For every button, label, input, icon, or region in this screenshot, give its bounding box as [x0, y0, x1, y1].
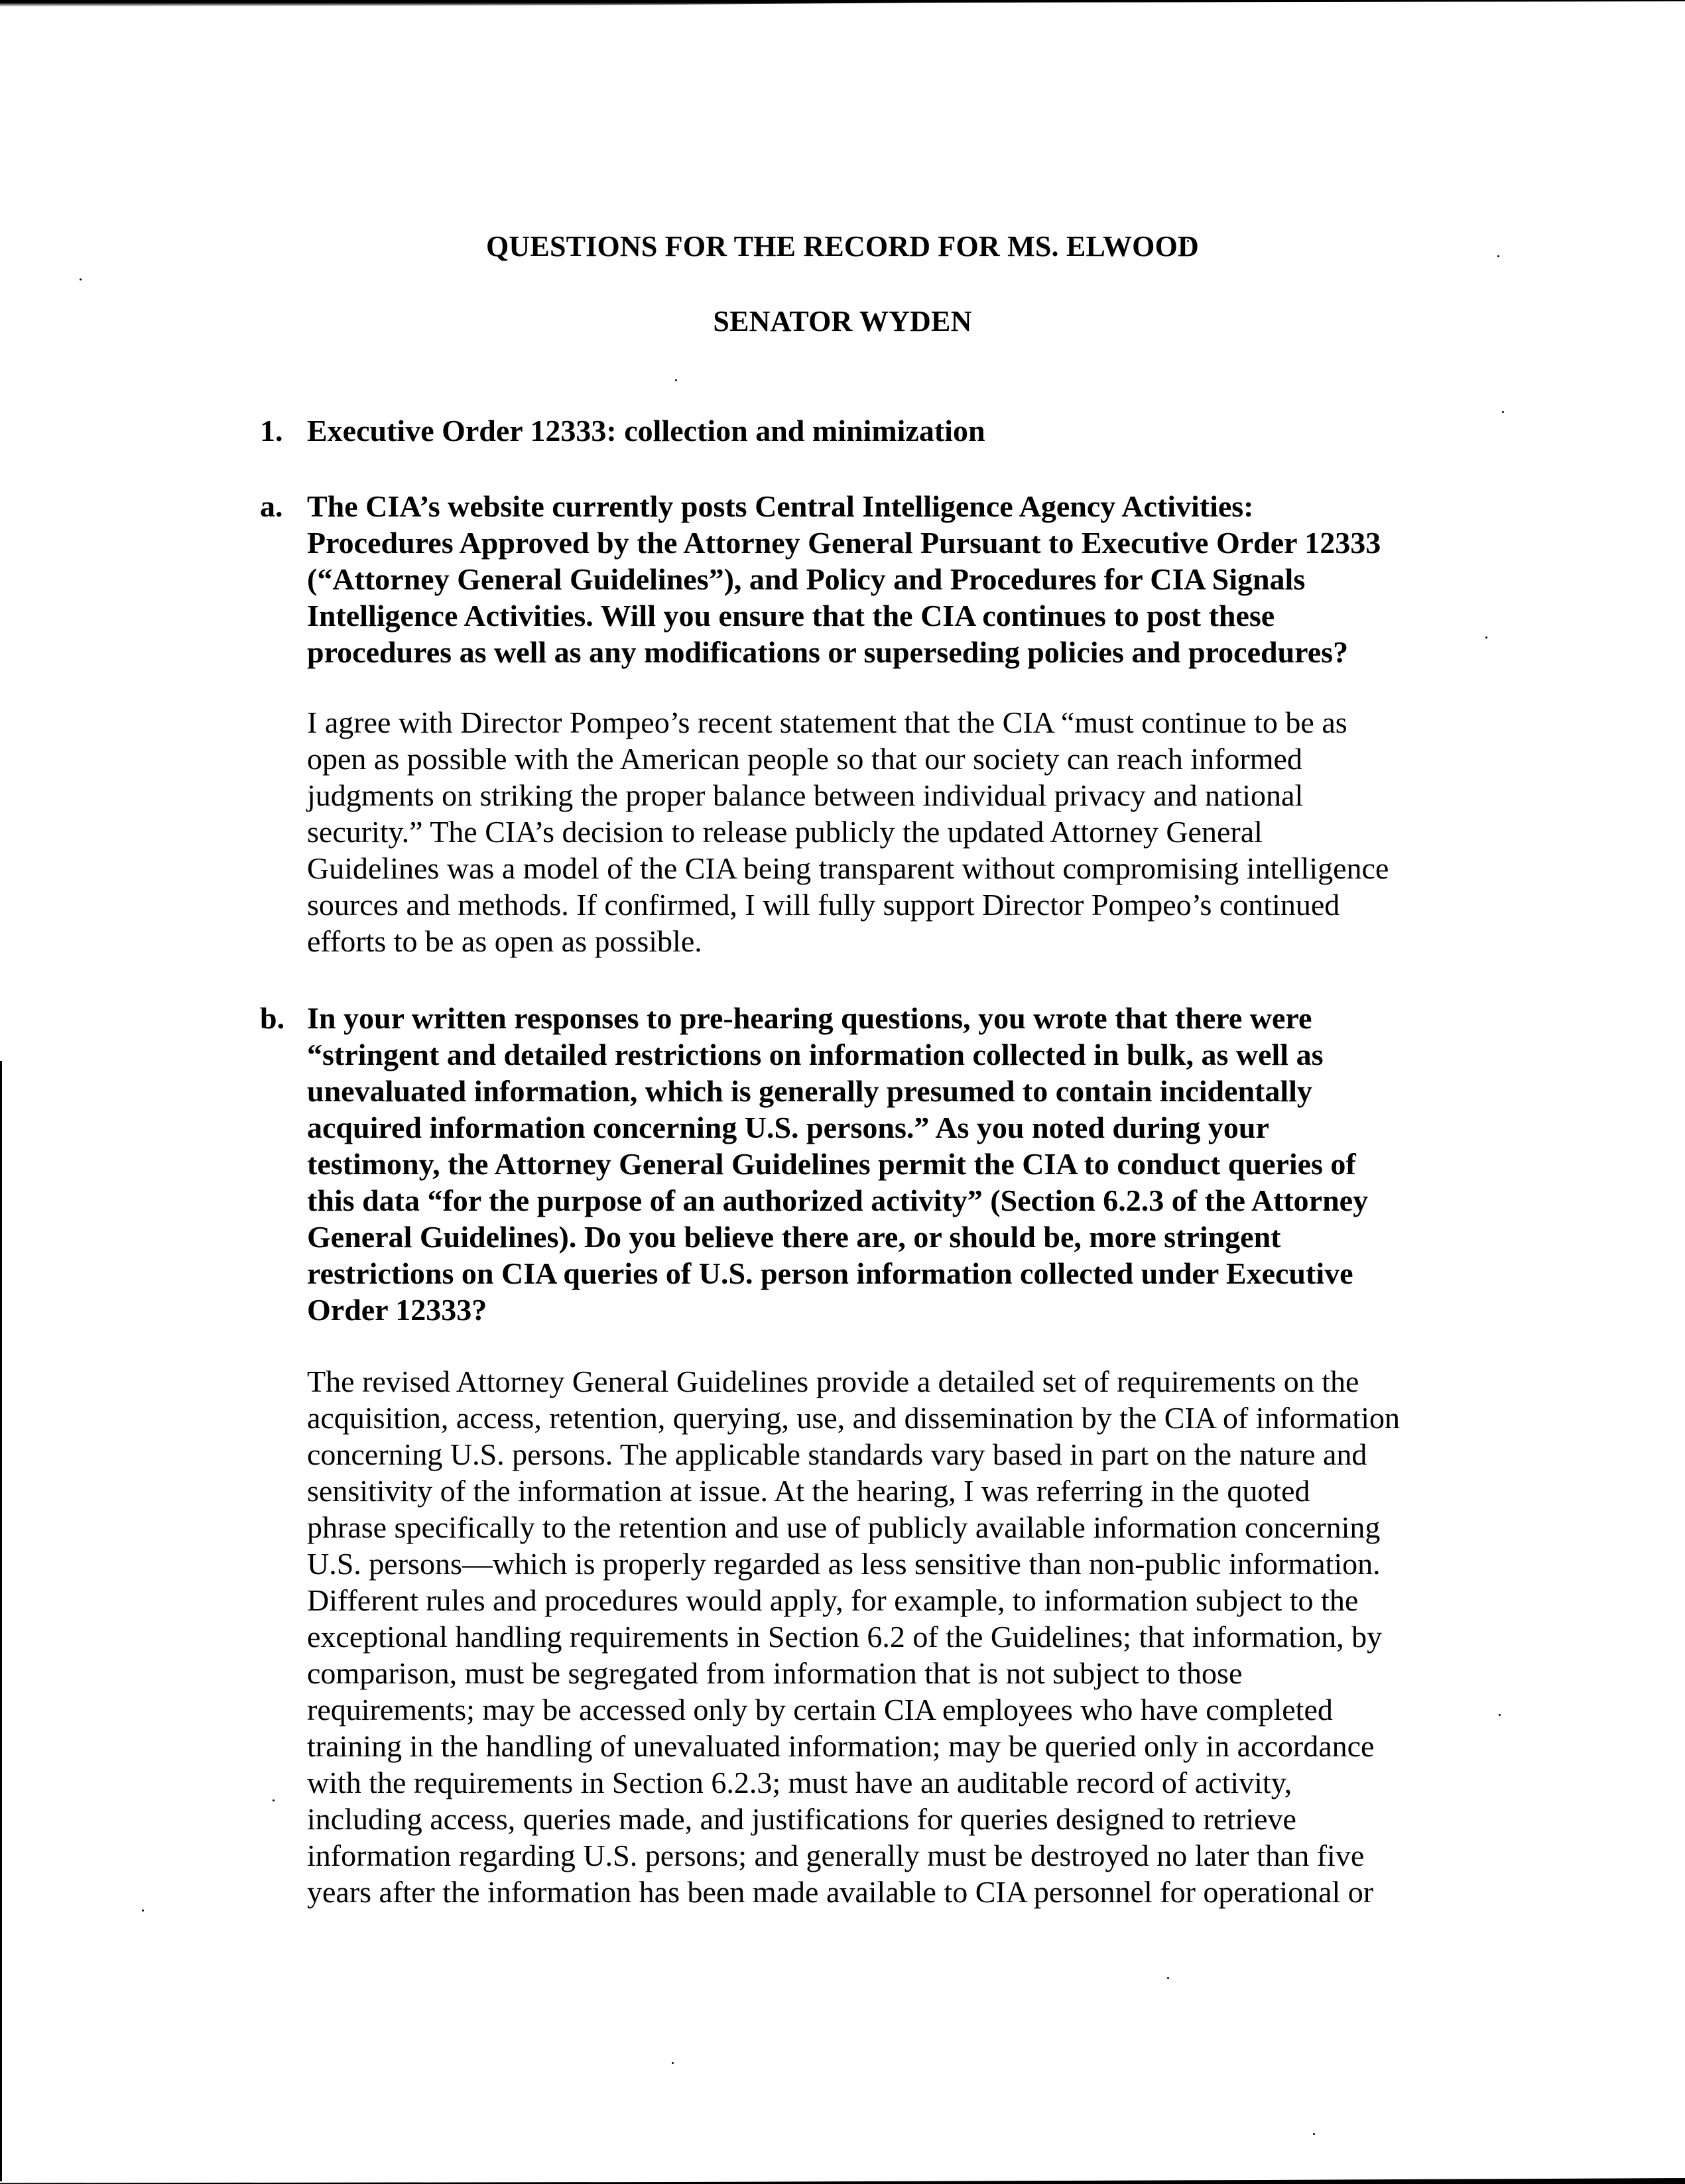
- answer-line: concerning U.S. persons. The applicable standards vary based in part on the nature and: [307, 1437, 1367, 1471]
- scan-speck: [675, 379, 677, 381]
- answer-line: with the requirements in Section 6.2.3; must have an auditable record of activity,: [307, 1766, 1292, 1799]
- question-line: restrictions on CIA queries of U.S. person information collected under Executive: [307, 1256, 1353, 1290]
- answer-line: I agree with Director Pompeo’s recent statement that the CIA “must continue to be as: [307, 705, 1347, 739]
- answer-line: sensitivity of the information at issue. At the hearing, I was referring in the quoted: [307, 1474, 1310, 1508]
- answer-line: including access, queries made, and justifications for queries designed to retrieve: [307, 1802, 1296, 1836]
- question-line: this data “for the purpose of an authorized activity” (Section 6.2.3 of the Attorney: [307, 1183, 1369, 1217]
- question-line: procedures as well as any modifications or superseding policies and procedures?: [307, 635, 1349, 669]
- answer-line: sources and methods. If confirmed, I will fully support Director Pompeo’s continued: [307, 888, 1340, 922]
- answer-line: training in the handling of unevaluated information; may be queried only in accordance: [307, 1729, 1375, 1763]
- scan-speck: [672, 2062, 674, 2064]
- question-marker: b.: [260, 1001, 285, 1035]
- answer-line: Different rules and procedures would apply, for example, to information subject to the: [307, 1583, 1359, 1617]
- answer-line: comparison, must be segregated from information that is not subject to those: [307, 1656, 1243, 1690]
- answer-line: exceptional handling requirements in Section 6.2 of the Guidelines; that information, by: [307, 1620, 1383, 1654]
- section-number: 1.: [260, 414, 283, 448]
- question-line: General Guidelines). Do you believe there are, or should be, more stringent: [307, 1220, 1281, 1254]
- scan-speck: [1167, 1977, 1169, 1979]
- question-line: testimony, the Attorney General Guidelines permit the CIA to conduct queries of: [307, 1147, 1356, 1181]
- question-text: [307, 488, 1534, 670]
- scan-speck: [273, 1799, 275, 1801]
- answer-line: The revised Attorney General Guidelines provide a detailed set of requirements on the: [307, 1365, 1359, 1398]
- question-text: [307, 1000, 1534, 1328]
- question-line: acquired information concerning U.S. persons.” As you noted during your: [307, 1111, 1269, 1144]
- scan-border-top: [0, 0, 1685, 7]
- scan-speck: [80, 278, 82, 280]
- document-subtitle: SENATOR WYDEN: [713, 305, 972, 337]
- answer-b: [307, 1363, 1400, 1910]
- scan-speck: [1499, 1714, 1501, 1716]
- answer-line: U.S. persons—which is properly regarded as less sensitive than non-public information.: [307, 1547, 1381, 1581]
- scan-border-left: [0, 1061, 2, 2181]
- answer-line: security.” The CIA’s decision to release publicly the updated Attorney General: [307, 815, 1263, 849]
- answer-line: judgments on striking the proper balance between individual privacy and national: [307, 778, 1304, 812]
- question-line: In your written responses to pre-hearing questions, you wrote that there were: [307, 1001, 1312, 1035]
- answer-line: requirements; may be accessed only by certain CIA employees who have completed: [307, 1693, 1333, 1727]
- answer-line: Guidelines was a model of the CIA being transparent without compromising intelligence: [307, 851, 1389, 885]
- answer-line: phrase specifically to the retention and use of publicly available information concerning: [307, 1510, 1381, 1544]
- question-line: “stringent and detailed restrictions on information collected in bulk, as well as: [307, 1038, 1324, 1071]
- answer-line: years after the information has been made available to CIA personnel for operational or: [307, 1875, 1374, 1909]
- answer-line: acquisition, access, retention, querying, use, and dissemination by the CIA of information: [307, 1401, 1400, 1435]
- question-line: Order 12333?: [307, 1293, 487, 1327]
- scan-speck: [142, 1910, 144, 1911]
- question-line: unevaluated information, which is generally presumed to contain incidentally: [307, 1074, 1312, 1108]
- answer-line: efforts to be as open as possible.: [307, 924, 702, 958]
- document-title: QUESTIONS FOR THE RECORD FOR MS. ELWOOD: [486, 230, 1199, 263]
- answer-line: open as possible with the American people so that our society can reach informed: [307, 742, 1302, 776]
- scan-speck: [1313, 2133, 1315, 2135]
- question-line: Procedures Approved by the Attorney General Pursuant to Executive Order 12333: [307, 526, 1381, 560]
- question-line: The CIA’s website currently posts Central Intelligence Agency Activities:: [307, 489, 1254, 523]
- question-line: Intelligence Activities. Will you ensure that the CIA continues to post these: [307, 599, 1275, 633]
- question-line: (“Attorney General Guidelines”), and Policy and Procedures for CIA Signals: [307, 562, 1306, 596]
- section-heading-text: Executive Order 12333: collection and minimization: [307, 414, 985, 448]
- question-marker: a.: [260, 489, 283, 523]
- scan-border-bottom: [0, 2177, 1685, 2184]
- answer-a: [307, 704, 1389, 959]
- answer-line: information regarding U.S. persons; and generally must be destroyed no later than five: [307, 1839, 1365, 1872]
